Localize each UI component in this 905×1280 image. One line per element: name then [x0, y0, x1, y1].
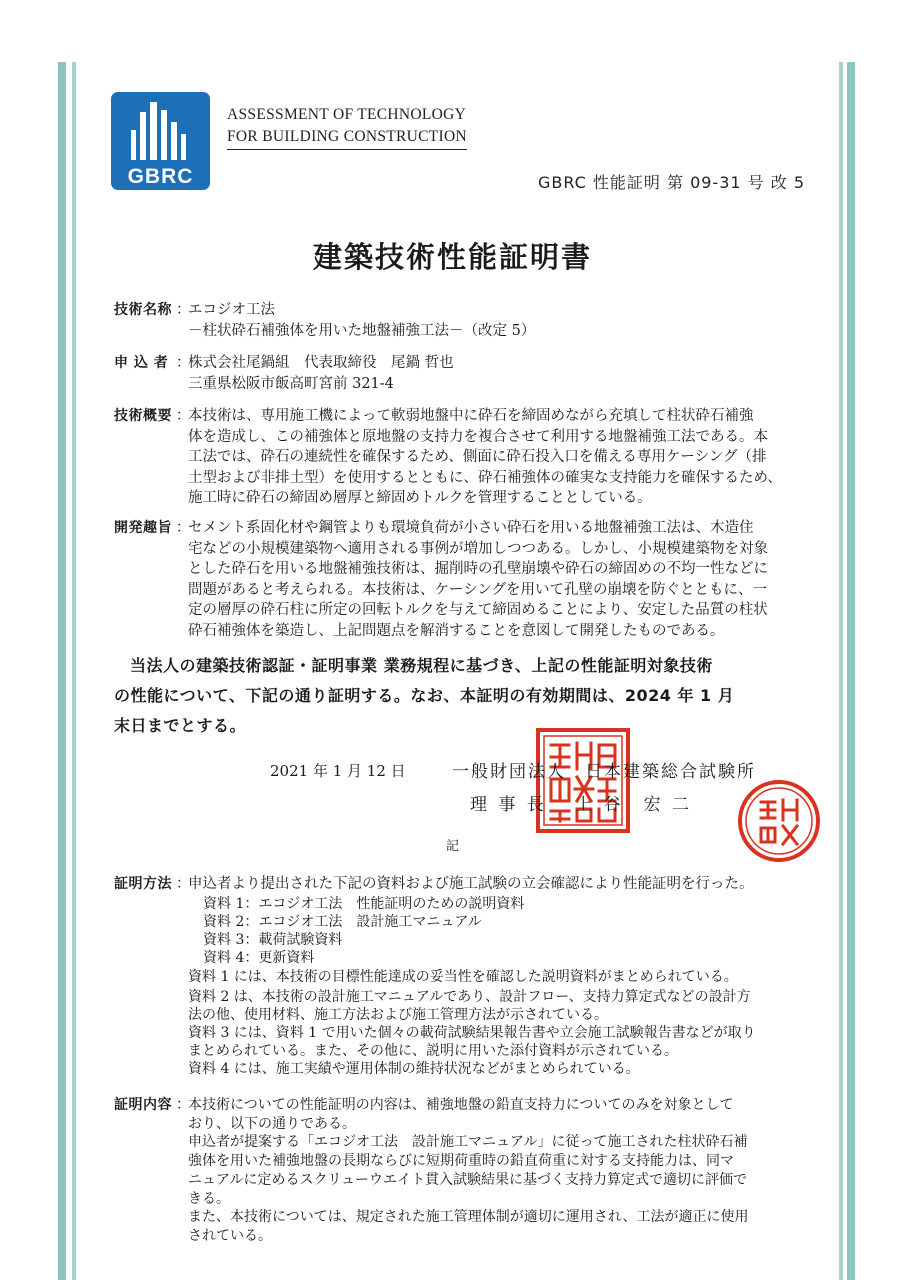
- technology-value: [188, 300, 806, 341]
- text-line: 本技術は、専用施工機によって軟弱地盤中に砕石を締固めながら充填して柱状砕石補強: [188, 408, 754, 424]
- note-line: 資料 3 には、資料 1 で用いた個々の載荷試験結果報告書や立会施工試験報告書などが取り: [188, 1025, 756, 1041]
- statement-line: 当法人の建築技術認証・証明事業 業務規程に基づき、上記の性能証明対象技術: [130, 656, 713, 675]
- applicant-label: 申 込 者: [114, 355, 169, 371]
- purpose-label: 開発趣旨: [114, 520, 172, 536]
- text-line: 強体を用いた補強地盤の長期ならびに短期荷重時の鉛直荷重に対する支持能力は、同マ: [188, 1153, 734, 1170]
- content-label: 証明内容: [114, 1097, 172, 1113]
- logo-caption: [227, 104, 467, 150]
- gbrc-logo: [111, 92, 210, 190]
- text-line: 申込者が提案する「エコジオ工法 設計施工マニュアル」に従って施工された柱状砕石補: [188, 1134, 748, 1151]
- president-seal: [737, 778, 821, 864]
- organization-name: 一般財団法人 日本建築総合試験所: [452, 762, 756, 782]
- text-line: ニュアルに定めるスクリューウエイト貫入試験結果に基づく支持力算定式で適切に評価で: [188, 1171, 748, 1188]
- statement-line: 末日までとする。: [114, 716, 247, 735]
- material-item: 資料 4：更新資料: [203, 950, 315, 966]
- text-line: また、本技術については、規定された施工管理体制が適切に運用され、工法が適正に使用: [188, 1209, 749, 1226]
- note-line: 資料 4 には、施工実績や運用体制の維持状況などがまとめられている。: [188, 1061, 640, 1077]
- note-line: まとめられている。また、その他に、説明に用いた添付資料が示されている。: [188, 1043, 678, 1059]
- statement-line: の性能について、下記の通り証明する。なお、本証明の有効期間は、2024 年 1 月: [114, 686, 735, 705]
- method-intro: [188, 874, 806, 895]
- text-line: 問題があると考えられる。本技術は、ケーシングを用いて孔壁の崩壊を防ぐとともに、一: [188, 581, 768, 598]
- text-line: 申込者より提出された下記の資料および施工試験の立会確認により性能証明を行った。: [188, 876, 754, 892]
- overview-value: [188, 406, 806, 509]
- material-item: 資料 2：エコジオ工法 設計施工マニュアル: [203, 914, 482, 930]
- issue-date: 2021 年 1 月 12 日: [270, 762, 406, 780]
- text-line: 工法では、砕石の連続性を確保するため、側面に砕石投入口を備える専用ケーシング（排: [188, 449, 767, 465]
- logo-brand-text: GBRC: [127, 165, 194, 188]
- purpose-value: [188, 518, 806, 641]
- certificate-page: GBRC ASSESSMENT OF TECHNOLOGY FOR BUILDING CONSTRUCTION GBRC 性能証明 第 09-31 号 改 5 建築技術性能証明書 技術名称 ： エコジオ工法 －柱状砕石補強体を用いた地盤補強工法－（改定 5） 申 込 者 ： 株式会社尾鍋組 代表取締役 尾鍋 哲也 三重県松阪市飯高町宮前 321-4 技術概要 ： 本技術は、専用施工機によって軟弱地盤中に砕石を締固めながら充填して柱状砕石補強 体を造成し、この補強体と原地盤の支持力を複合させて利用する地盤補強工法である。本 工法では、砕石の連続性を確保するため、側面に砕石投入口を備える専用ケーシング（排 土型および非排土型）を使用するとともに、砕石補強体の確実な支持能力を確保するため、 施工時に砕石の締固め層厚と締固めトルクを管理することとしている。 開発趣旨 ： セメント系固化材や鋼管よりも環境負荷が小さい砕石を用いる地盤補強工法は、木造住 宅などの小規模建築物へ適用される事例が増加しつつある。しかし、小規模建築物を対象 とした砕石を用いる地盤補強技術は、掘削時の孔壁崩壊や砕石の締固めの不均一性などに 問題があると考えられる。本技術は、ケーシングを用いて孔壁の崩壊を防ぐとともに、一 定の層厚の砕石柱に所定の回転トルクを与えて締固めることにより、安定した品質の柱状 砕石補強体を築造し、上記問題点を解消することを意図して開発したものである。 当法人の建築技術認証・証明事業 業務規程に基づき、上記の性能証明対象技術 の性能について、下記の通り証明する。なお、本証明の有効期間は、2024 年 1 月 末日までとする。 2021 年 1 月 12 日 一般財団法人 日本建築総合試験所 理 事 長 上 谷 宏 二 記 証明方法 ： 申込者より提出された下記の資料および施工試験の立会確認により性能証明を行った。 資料 1：エコジオ工法 性能証明のための説明資料 資料 2：エコジオ工法 設計施工マニュアル 資料 3：載荷試験資料 資料 4：更新資料 資料 1 には、本技術の目標性能達成の妥当性を確認した説明資料がまとめられている。 資料 2 は、本技術の設計施工マニュアルであり、設計フロー、支持力算定式などの設計方 法の他、使用材料、施工方法および施工管理方法が示されている。 資料 3 には、資料 1 で用いた個々の載荷試験結果報告書や立会施工試験報告書などが取り まとめられている。また、その他に、説明に用いた添付資料が示されている。 資料 4 には、施工実績や運用体制の維持状況などがまとめられている。 証明内容 ： 本技術についての性能証明の内容は、補強地盤の鉛直支持力についてのみを対象として おり、以下の通りである。 申込者が提案する「エコジオ工法 設計施工マニュアル」に従って施工された柱状砕石補 強体を用いた補強地盤の長期ならびに短期荷重時の鉛直荷重に対する支持能力は、同マ ニュアルに定めるスクリューウエイト貫入試験結果に基づく支持力算定式で適切に評価で きる。 また、本技術については、規定された施工管理体制が適切に運用され、工法が適正に使用 されている。: [0, 0, 905, 1280]
- text-line: －柱状砕石補強体を用いた地盤補強工法－（改定 5）: [188, 322, 536, 339]
- text-line: 宅などの小規模建築物へ適用される事例が増加しつつある。しかし、小規模建築物を対象: [188, 540, 768, 557]
- text-line: 施工時に砕石の締固め層厚と締固めトルクを管理することとしている。: [188, 490, 652, 506]
- certificate-number: GBRC 性能証明 第 09-31 号 改 5: [537, 173, 805, 192]
- text-line: 株式会社尾鍋組 代表取締役 尾鍋 哲也: [188, 355, 454, 371]
- text-line: エコジオ工法: [188, 302, 275, 318]
- president-line: [470, 790, 692, 815]
- president-name: 上 谷 宏 二: [575, 795, 693, 815]
- note-line: 資料 1 には、本技術の目標性能達成の妥当性を確認した説明資料がまとめられている。: [188, 969, 738, 985]
- material-item: 資料 1：エコジオ工法 性能証明のための説明資料: [203, 896, 525, 912]
- note-line: 資料 2 は、本技術の設計施工マニュアルであり、設計フロー、支持力算定式などの設計方: [188, 989, 751, 1005]
- text-line: きる。: [188, 1190, 230, 1207]
- applicant-value: [188, 353, 806, 394]
- material-item: 資料 3：載荷試験資料: [203, 932, 343, 948]
- text-line: おり、以下の通りである。: [188, 1115, 356, 1132]
- logo-line-2: FOR BUILDING CONSTRUCTION: [227, 126, 467, 150]
- text-line: 砕石補強体を築造し、上記問題点を解消することを意図して開発したものである。: [188, 622, 725, 639]
- overview-label: 技術概要: [114, 408, 172, 424]
- content-value: [188, 1096, 806, 1246]
- text-line: されている。: [188, 1227, 272, 1244]
- method-label: 証明方法: [114, 876, 172, 892]
- note-line: 法の他、使用材料、施工方法および施工管理方法が示されている。: [188, 1007, 608, 1023]
- text-line: とした砕石を用いる地盤補強技術は、掘削時の孔壁崩壊や砕石の締固めの不均一性などに: [188, 561, 768, 577]
- text-line: 本技術についての性能証明の内容は、補強地盤の鉛直支持力についてのみを対象として: [188, 1097, 734, 1113]
- ki-marker: 記: [446, 839, 460, 854]
- certification-statement: [114, 651, 804, 741]
- technology-label: 技術名称: [114, 302, 172, 318]
- text-line: 三重県松阪市飯高町宮前 321-4: [188, 375, 394, 392]
- text-line: セメント系固化材や鋼管よりも環境負荷が小さい砕石を用いる地盤補強工法は、木造住: [188, 520, 754, 536]
- text-line: 体を造成し、この補強体と原地盤の支持力を複合させて利用する地盤補強工法である。本: [188, 428, 768, 445]
- logo-line-1: ASSESSMENT OF TECHNOLOGY: [227, 106, 467, 123]
- president-title: 理 事 長: [470, 795, 547, 815]
- document-title: 建築技術性能証明書: [312, 240, 592, 274]
- text-line: 土型および非排土型）を使用するとともに、砕石補強体の確実な支持能力を確保するため、: [188, 469, 782, 486]
- text-line: 定の層厚の砕石柱に所定の回転トルクを与えて締固めることにより、安定した品質の柱状: [188, 602, 768, 618]
